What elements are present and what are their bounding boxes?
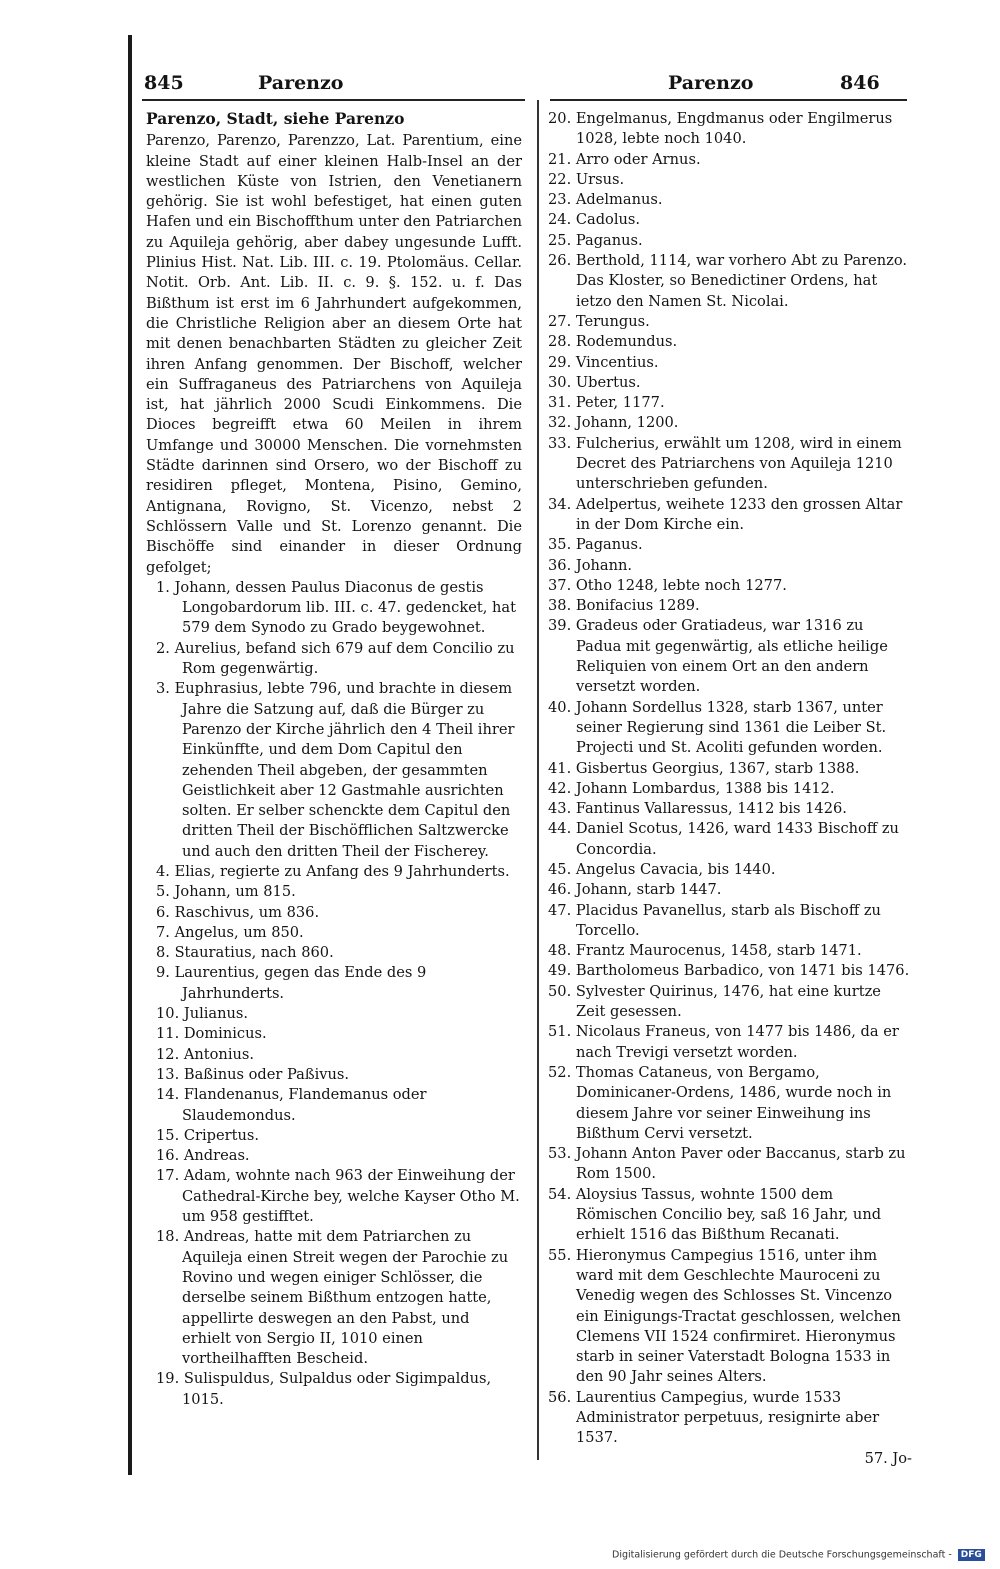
list-item: 4. Elias, regierte zu Anfang des 9 Jahrhunderts. [156,862,510,880]
list-item: 26. Berthold, 1114, war vorhero Abt zu Parenzo. Das Kloster, so Benedictiner Ordens, hat ietzo den Namen St. Nicolai. [548,252,908,310]
list-item: 25. Paganus. [548,231,643,249]
list-item: 28. Rodemundus. [548,333,678,351]
list-item: 2. Aurelius, befand sich 679 auf dem Concilio zu Rom gegenwärtig. [156,639,515,678]
bishop-list-left [146,578,522,1410]
list-item: 39. Gradeus oder Gratiadeus, war 1316 zu Padua mit gegenwärtig, als etliche heilige Reliquien von einem Ort an den andern versetzt worden. [548,617,888,696]
list-item: 6. Raschivus, um 836. [156,903,320,921]
column-divider [537,100,539,1460]
running-header [140,72,910,102]
dfg-logo-icon: DFG [958,1549,985,1561]
list-item: 54. Aloysius Tassus, wohnte 1500 dem Römischen Concilio bey, saß 16 Jahr, und erhielt 1516 das Bißthum Recanati. [548,1185,882,1244]
list-item: 29. Vincentius. [548,353,659,371]
list-item: 24. Cadolus. [548,211,641,229]
list-item: 31. Peter, 1177. [548,394,665,412]
list-item: 5. Johann, um 815. [156,883,296,901]
list-item: 20. Engelmanus, Engdmanus oder Engilmerus 1028, lebte noch 1040. [548,110,893,148]
list-item: 43. Fantinus Vallaressus, 1412 bis 1426. [548,800,847,818]
right-column [548,109,912,1469]
list-item: 56. Laurentius Campegius, wurde 1533 Administrator perpetuus, resignirte aber 1537. [548,1388,880,1447]
list-item: 45. Angelus Cavacia, bis 1440. [548,860,776,878]
list-item: 10. Julianus. [156,1005,249,1023]
digitization-credit [612,1549,1000,1567]
list-item: 22. Ursus. [548,170,625,188]
list-item: 38. Bonifacius 1289. [548,597,700,615]
list-item: 33. Fulcherius, erwählt um 1208, wird in einem Decret des Patriarchens von Aquileja 1210 unterschrieben gefunden. [548,434,902,493]
page-number-left: 845 [144,72,184,94]
running-title-left: Parenzo [258,72,344,94]
list-item: 55. Hieronymus Campegius 1516, unter ihm ward mit dem Geschlechte Mauroceni zu Venedig wegen des Schlosses St. Vincenzo ein Einigungs-Tractat geschlossen, welchen Clemens VII 1524 confirmiret. Hieronymus starb in seiner Vaterstadt Bologna 1533 in den 90 Jahr seines Alters. [548,1246,901,1386]
list-item: 32. Johann, 1200. [548,414,679,432]
list-item: 19. Sulispuldus, Sulpaldus oder Sigimpaldus, 1015. [156,1370,492,1408]
list-item: 49. Bartholomeus Barbadico, von 1471 bis 1476. [548,962,910,980]
catchword: 57. Jo- [864,1449,912,1467]
list-item: 41. Gisbertus Georgius, 1367, starb 1388. [548,759,860,777]
list-item: 27. Terungus. [548,312,650,330]
header-rule-right [550,99,907,101]
list-item: 16. Andreas. [156,1147,250,1165]
list-item: 46. Johann, starb 1447. [548,881,722,899]
list-item: 23. Adelmanus. [548,191,663,209]
list-item: 36. Johann. [548,556,633,574]
list-item: 50. Sylvester Quirinus, 1476, hat eine kurtze Zeit gesessen. [548,982,881,1021]
list-item: 18. Andreas, hatte mit dem Patriarchen zu Aquileja einen Streit wegen der Parochie zu Rovino und wegen einiger Schlösser, die derselbe seinem Bißthum entzogen hatte, appellirte deswegen an den Pabst, und erhielt von Sergio II, 1010 einen vortheilhafften Bescheid. [156,1228,509,1368]
list-item: 12. Antonius. [156,1045,255,1063]
list-item: 7. Angelus, um 850. [156,923,304,941]
list-item: 34. Adelpertus, weihete 1233 den grossen Altar in der Dom Kirche ein. [548,495,903,533]
header-rule-left [142,99,525,101]
running-title-right: Parenzo [668,72,754,94]
list-item: 9. Laurentius, gegen das Ende des 9 Jahrhunderts. [156,964,427,1002]
list-item: 3. Euphrasius, lebte 796, und brachte in diesem Jahre die Satzung auf, daß die Bürger zu Parenzo der Kirche jährlich den 4 Theil ihrer Einkünffte, und dem Dom Capitul den zehenden Theil abgeben, der gesammten Geistlichkeit aber 12 Gastmahle ausrichten solten. Er selber schenckte dem Capitul den dritten Theil der Bischöfflichen Saltzwercke und auch den dritten Theil der Fischerey. [156,680,515,860]
list-item: 21. Arro oder Arnus. [548,150,701,168]
list-item: 47. Placidus Pavanellus, starb als Bischoff zu Torcello. [548,901,881,939]
list-item: 52. Thomas Cataneus, von Bergamo, Dominicaner-Ordens, 1486, wurde noch in diesem Jahre vor seiner Einweihung ins Bißthum Cervi versetzt. [548,1063,892,1142]
list-item: 11. Dominicus. [156,1025,267,1043]
list-item: 14. Flandenanus, Flandemanus oder Slaudemondus. [156,1086,427,1124]
list-item: 51. Nicolaus Franeus, von 1477 bis 1486, da er nach Trevigi versetzt worden. [548,1023,899,1061]
list-item: 15. Cripertus. [156,1126,260,1144]
binding-edge [128,35,132,1475]
credit-text: Digitalisierung gefördert durch die Deutsche Forschungsgemeinschaft - [612,1549,952,1561]
cross-reference: Parenzo, Stadt, siehe Parenzo [146,109,405,128]
list-item: 13. Baßinus oder Paßivus. [156,1065,350,1083]
bishop-list-right [548,109,912,1449]
left-column [146,109,522,1410]
list-item: 1. Johann, dessen Paulus Diaconus de gestis Longobardorum lib. III. c. 47. gedencket, hat 579 dem Synodo zu Grado beygewohnet. [156,578,516,637]
list-item: 53. Johann Anton Paver oder Baccanus, starb zu Rom 1500. [548,1145,906,1183]
entry-intro: Parenzo, Parenzo, Parenzzo, Lat. Parentium, eine kleine Stadt auf einer kleinen Halb-Insel an der westlichen Küste von Istrien, den Venetianern gehörig. Sie ist wohl befestiget, hat einen guten Hafen und ein Bischoffthum unter den Patriarchen zu Aquileja gehörig, aber dabey ungesunde Lufft. Plinius Hist. Nat. Lib. III. c. 19. Ptolomäus. Cellar. Notit. Orb. Ant. Lib. II. c. 9. §. 152. u. f. Das Bißthum ist erst im 6 Jahrhundert aufgekommen, die Christliche Religion aber an diesem Orte hat mit denen benachbarten Städten zu gleicher Zeit ihren Anfang genommen. Der Bischoff, welcher ein Suffraganeus des Patriarchens von Aquileja ist, hat jährlich 2000 Scudi Einkommens. Die Dioces begreifft etwa 60 Meilen in ihrem Umfange und 30000 Menschen. Die vornehmsten Städte darinnen sind Orsero, wo der Bischoff zu residiren pfleget, Montena, Pisino, Gemino, Antignana, Rovigno, St. Vicenzo, nebst 2 Schlössern Valle und St. Lorenzo genannt. Die Bischöffe sind einander in dieser Ordnung gefolget; [146,132,522,576]
list-item: 42. Johann Lombardus, 1388 bis 1412. [548,779,835,797]
list-item: 37. Otho 1248, lebte noch 1277. [548,576,787,594]
list-item: 35. Paganus. [548,536,643,554]
list-item: 40. Johann Sordellus 1328, starb 1367, unter seiner Regierung sind 1361 die Leiber St. Projecti und St. Acoliti gefunden worden. [548,698,887,757]
list-item: 8. Stauratius, nach 860. [156,944,334,962]
list-item: 44. Daniel Scotus, 1426, ward 1433 Bischoff zu Concordia. [548,820,899,858]
page-number-right: 846 [840,72,880,94]
list-item: 30. Ubertus. [548,373,641,391]
list-item: 48. Frantz Maurocenus, 1458, starb 1471. [548,942,862,960]
list-item: 17. Adam, wohnte nach 963 der Einweihung der Cathedral-Kirche bey, welche Kayser Otho M. um 958 gestifftet. [156,1167,520,1226]
